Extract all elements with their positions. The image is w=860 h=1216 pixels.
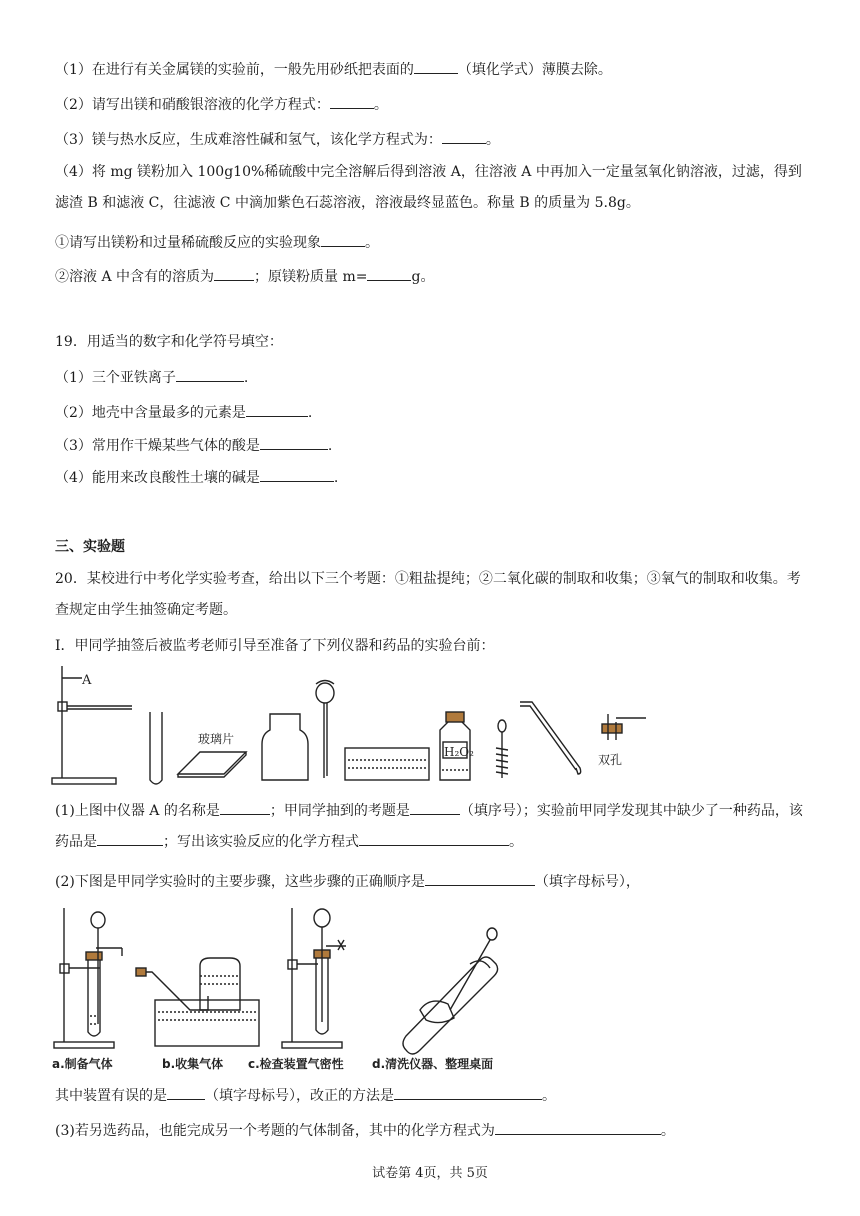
page-footer: 试卷第 4页，共 5页 (372, 1166, 488, 1181)
answer-blank[interactable] (414, 58, 458, 74)
answer-blank[interactable] (220, 799, 270, 815)
label-glass-plate: 玻璃片 (198, 732, 235, 746)
answer-blank[interactable] (321, 231, 365, 247)
glass-plate-icon (178, 752, 246, 777)
answer-blank[interactable] (167, 1084, 205, 1100)
q19-item3: （3）常用作干燥某些气体的酸是 . (55, 434, 332, 456)
answer-blank[interactable] (425, 870, 535, 886)
long-neck-funnel-icon (316, 681, 334, 779)
answer-blank[interactable] (442, 128, 486, 144)
q18-line1: （1）在进行有关金属镁的实验前，一般先用砂纸把表面的 （填化学式）薄膜去除。 (55, 58, 612, 80)
delivery-tube-icon (520, 702, 581, 774)
step-a-apparatus-icon (54, 908, 122, 1048)
answer-blank[interactable] (214, 265, 254, 281)
step-c-apparatus-icon (282, 908, 346, 1048)
q18-line2: （2）请写出镁和硝酸银溶液的化学方程式： 。 (55, 93, 388, 115)
answer-blank[interactable] (394, 1084, 542, 1100)
caption-d: d.清洗仪器、整理桌面 (372, 1057, 494, 1071)
step-d-hands-icon (403, 928, 498, 1054)
caption-b: b.收集气体 (162, 1057, 224, 1071)
answer-blank[interactable] (97, 830, 163, 846)
water-trough-icon (345, 748, 429, 780)
apparatus-figure (50, 660, 660, 790)
label-h2o2: H₂O₂ (444, 745, 474, 759)
gas-bottle-icon (262, 714, 308, 780)
label-double-hole: 双孔 (598, 753, 623, 767)
q18-line3: （3）镁与热水反应，生成难溶性碱和氢气，该化学方程式为： 。 (55, 128, 500, 150)
answer-blank[interactable] (176, 366, 244, 382)
answer-blank[interactable] (330, 93, 374, 109)
test-tube-icon (150, 712, 162, 784)
q18-line6: ②溶液 A 中含有的溶质为 ；原镁粉质量 m= g。 (55, 265, 434, 287)
answer-blank[interactable] (410, 799, 460, 815)
answer-blank[interactable] (260, 434, 328, 450)
steps-figure (50, 900, 530, 1076)
iron-stand-icon (52, 666, 132, 784)
answer-blank[interactable] (246, 401, 308, 417)
q20-error-line: 其中装置有误的是 （填字母标号），改正的方法是 。 (55, 1084, 556, 1106)
q20-part1: (1)上图中仪器 A 的名称是 ；甲同学抽到的考题是 （填序号）；实验前甲同学发现其中缺少了一种药品，该药品是 ；写出该实验反应的化学方程式 。 (55, 796, 805, 858)
answer-blank[interactable] (359, 830, 509, 846)
q19-item2: （2）地壳中含量最多的元素是 . (55, 401, 312, 423)
q20-stem: 20．某校进行中考化学实验考查，给出以下三个考题：①粗盐提纯；②二氧化碳的制取和收集；③氧气的制取和收集。考查规定由学生抽签确定考题。 (55, 571, 801, 618)
label-a: A (82, 673, 92, 688)
answer-blank[interactable] (367, 265, 411, 281)
q20-part-i: I．甲同学抽签后被监考老师引导至准备了下列仪器和药品的实验台前： (55, 638, 495, 654)
q20-part3: (3)若另选药品，也能完成另一个考题的气体制备，其中的化学方程式为 。 (55, 1119, 675, 1141)
q19-item4: （4）能用来改良酸性土壤的碱是 . (55, 466, 338, 488)
caption-a: a.制备气体 (52, 1057, 113, 1071)
q18-line5: ①请写出镁粉和过量稀硫酸反应的实验现象 。 (55, 231, 379, 253)
test-tube-brush-icon (496, 720, 508, 778)
caption-c: c.检查装置气密性 (248, 1057, 344, 1071)
answer-blank[interactable] (260, 466, 334, 482)
q19-title: 19．用适当的数字和化学符号填空： (55, 334, 283, 350)
answer-blank[interactable] (495, 1119, 661, 1135)
q20-part2: (2)下图是甲同学实验时的主要步骤，这些步骤的正确顺序是 （填字母标号）， (55, 870, 640, 892)
q19-item1: （1）三个亚铁离子 . (55, 366, 248, 388)
double-hole-stopper-icon (602, 714, 646, 740)
q18-line4: （4）将 mg 镁粉加入 100g10%稀硫酸中完全溶解后得到溶液 A，往溶液 A 中再加入一定量氢氧化钠溶液，过滤，得到滤渣 B 和滤液 C，往滤液 C 中滴加紫色石蕊溶液，溶液最终显蓝色。称量 B 的质量为 5.8g。 (55, 164, 802, 211)
step-b-apparatus-icon (136, 958, 259, 1046)
section-title: 三、实验题 (55, 539, 125, 555)
